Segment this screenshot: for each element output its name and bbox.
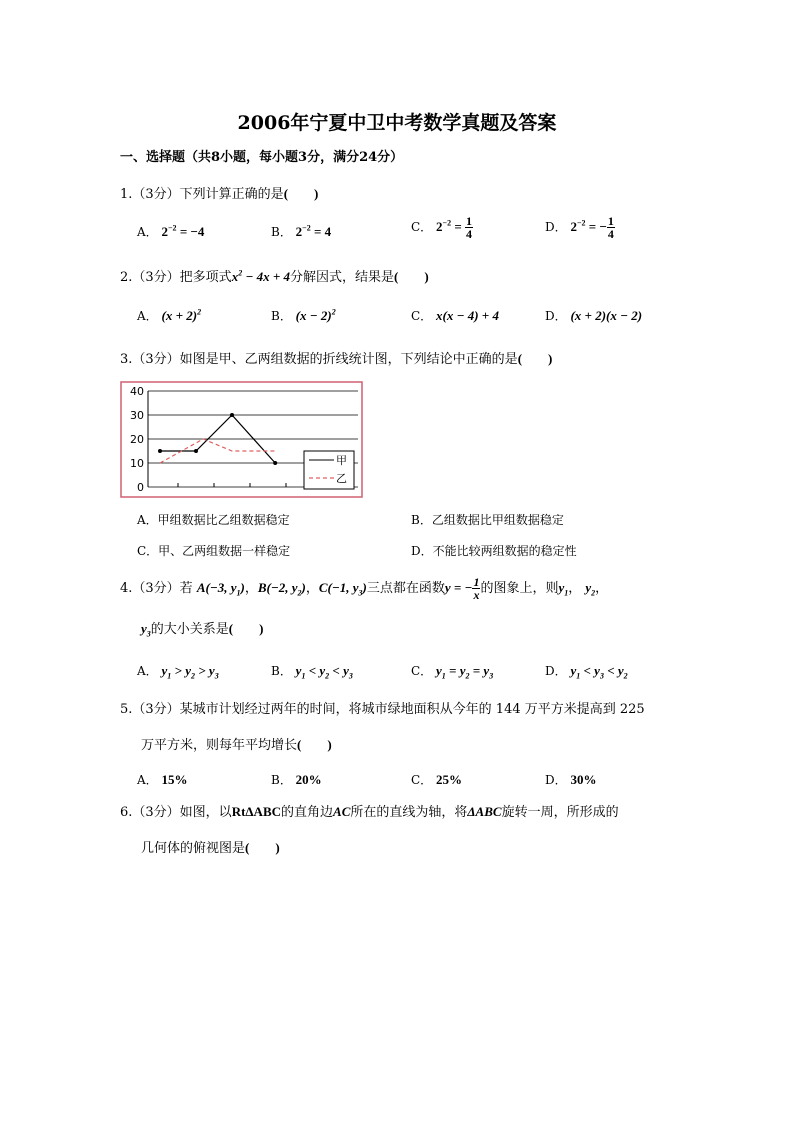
q5-option-a: A． 15%: [137, 772, 188, 787]
q3-option-d: D．不能比较两组数据的稳定性: [411, 544, 577, 558]
q3-option-b: B．乙组数据比甲组数据稳定: [411, 513, 564, 527]
question-5: 5.（3分）某城市计划经过两年的时间，将城市绿地面积从今年的 144 万平方米提高到 225: [120, 702, 645, 717]
question-2: 2.（3分）把多项式$x^2 - 4x + 4$分解因式，结果是( ): [120, 268, 429, 285]
question-5-line2: 万平方米，则每年平均增长( ): [141, 737, 332, 753]
y-tick-label: 30: [130, 409, 144, 422]
data-point-jia: [194, 449, 198, 453]
q1-stem: 1.（3分）下列计算正确的是: [120, 187, 284, 202]
q1-option-c: C． $2^{-2}$ = $\frac{1}{4}$: [411, 214, 472, 241]
page-title: 2006年宁夏中卫中考数学真题及答案: [237, 112, 557, 134]
data-point-jia: [158, 449, 162, 453]
y-tick-label: 0: [137, 481, 144, 494]
q2-option-d: D． (x + 2)(x − 2): [545, 308, 643, 323]
y-tick-label: 20: [130, 433, 144, 446]
q2-option-a: A． $(x + 2)^2$: [137, 307, 202, 323]
question-4-line2: $y_3$的大小关系是( ): [141, 621, 264, 639]
q5-option-c: C． 25%: [411, 772, 463, 787]
legend-label-yi: 乙: [336, 472, 347, 485]
q1-option-b: B． $2^{-2} = 4$: [271, 223, 332, 239]
q1-paren: ( ): [283, 186, 319, 201]
q5-option-b: B． 20%: [271, 772, 322, 787]
legend-label-jia: 甲: [336, 454, 347, 467]
question-1: [120, 183, 318, 202]
q4-option-b: B． $y_1 < y_2 < y_3$: [271, 663, 353, 681]
q3-option-a: A．甲组数据比乙组数据稳定: [137, 513, 290, 527]
q2-option-b: B． $(x - 2)^2$: [271, 307, 336, 323]
data-point-jia: [273, 461, 277, 465]
y-tick-label: 40: [130, 385, 144, 398]
q1-option-d: D． $2^{-2}$ = − $\frac{1}{4}$: [545, 214, 614, 241]
q2-option-c: C． x(x − 4) + 4: [411, 308, 499, 323]
q3-option-c: C．甲、乙两组数据一样稳定: [137, 544, 291, 558]
question-3: 3.（3分）如图是甲、乙两组数据的折线统计图，下列结论中正确的是( ): [120, 351, 553, 367]
line-chart: [120, 381, 364, 499]
section-heading: 一、选择题（共8小题，每小题3分，满分24分）: [120, 150, 404, 165]
question-4: 4.（3分）若 A(−3, $y_1$)，B(−2, $y_2$)，C(−1, $y_3$)三点都在函数y = − $\frac{1}{x}$ 的图象上，则$y_1$， $y_2$，: [120, 575, 609, 602]
question-6-line2: 几何体的俯视图是( ): [141, 840, 280, 856]
question-6: 6.（3分）如图，以RtΔABC的直角边AC所在的直线为轴，将ΔABC旋转一周，所形成的: [120, 804, 619, 820]
y-tick-label: 10: [130, 457, 144, 470]
q4-option-d: D． $y_1 < y_3 < y_2$: [545, 663, 628, 681]
data-point-jia: [230, 413, 234, 417]
q5-option-d: D． 30%: [545, 772, 597, 787]
q1-option-a: A． $2^{-2} = -4$: [137, 223, 205, 239]
q4-option-c: C． $y_1 = y_2 = y_3$: [411, 663, 494, 681]
q4-option-a: A． $y_1 > y_2 > y_3$: [137, 663, 219, 681]
